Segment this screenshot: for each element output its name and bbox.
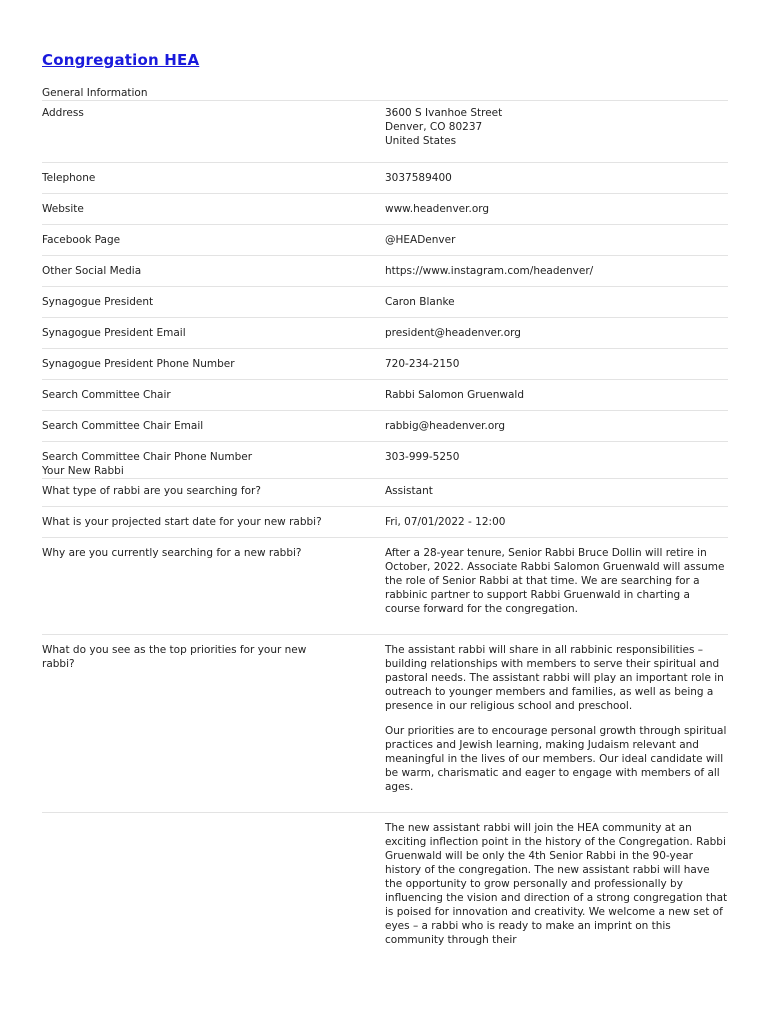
field-value-line: 3600 S Ivanhoe Street — [385, 107, 503, 119]
answer-paragraph: The assistant rabbi will share in all rabbinic responsibilities – building relationships with members to serve their spiritual and pastoral needs. The assistant rabbi will play an important role in outreach to younger members and families, as well as being a presence in our religious school and preschool. — [385, 644, 724, 712]
field-label: Facebook Page — [42, 234, 121, 246]
field-value-line: Denver, CO 80237 — [385, 121, 483, 133]
new-rabbi-table — [42, 478, 728, 947]
answer-paragraph: Fri, 07/01/2022 - 12:00 — [385, 516, 506, 528]
general-info-table — [42, 100, 728, 464]
field-value-line: rabbig@headenver.org — [385, 420, 506, 432]
rabbi-row-why-are-you-currently-searching-for-a-ne — [42, 538, 728, 634]
info-row-synagogue-president-phone-number — [42, 349, 728, 379]
answer-paragraph: The new assistant rabbi will join the HEA community at an exciting inflection point in the history of the Congregation. Rabbi Gruenwald will be only the 4th Senior Rabbi in the 90-year history of the congregation. The new assistant rabbi will have the opportunity to grow personally and professionally by influencing the vision and direction of a strong congregation that is poised for innovation and creativity. We welcome a new set of eyes – a rabbi who is ready to make an imprint on this community through their — [385, 822, 728, 946]
field-value-line: 720-234-2150 — [385, 358, 460, 370]
question-label: What do you see as the top priorities for your new rabbi? — [42, 644, 307, 670]
field-label: Search Committee Chair Email — [42, 420, 204, 432]
answer-paragraph: Our priorities are to encourage personal growth through spiritual practices and Jewish learning, making Judaism relevant and meaningful in the lives of our members. Our ideal candidate will be warm, charismatic and eager to engage with members of all ages. — [385, 725, 727, 793]
field-value — [385, 388, 728, 402]
field-value-line: 3037589400 — [385, 172, 452, 184]
field-value-line: https://www.instagram.com/headenver/ — [385, 265, 594, 277]
field-value — [385, 202, 728, 216]
field-value — [385, 106, 728, 148]
question-label: What is your projected start date for your new rabbi? — [42, 516, 322, 528]
answer-paragraph: After a 28-year tenure, Senior Rabbi Bruce Dollin will retire in October, 2022. Associate Rabbi Salomon Gruenwald will assume the role of Senior Rabbi at that time. We are searching for a rabbinic partner to support Rabbi Gruenwald in charting a course forward for the congregation. — [385, 547, 725, 615]
field-value — [385, 450, 728, 464]
field-value-line: www.headenver.org — [385, 203, 490, 215]
field-value — [385, 264, 728, 278]
question-label: Why are you currently searching for a new rabbi? — [42, 547, 302, 559]
document-body — [42, 86, 728, 947]
answer-value — [385, 546, 728, 616]
question-label — [42, 821, 385, 947]
field-label: Search Committee Chair Phone Number — [42, 451, 253, 463]
answer-value — [385, 643, 728, 794]
answer-paragraph: Assistant — [385, 485, 433, 497]
rabbi-row-what-do-you-see-as-the-top-priorities-fo — [42, 635, 728, 812]
field-label: Telephone — [42, 172, 96, 184]
info-row-search-committee-chair — [42, 380, 728, 410]
field-label: Address — [42, 107, 84, 119]
info-row-facebook-page — [42, 225, 728, 255]
info-row-search-committee-chair-email — [42, 411, 728, 441]
section-heading-general: General Information — [42, 87, 148, 99]
field-value-line: United States — [385, 135, 457, 147]
field-label: Synagogue President Phone Number — [42, 358, 235, 370]
answer-value — [385, 515, 728, 529]
field-value-line: Caron Blanke — [385, 296, 455, 308]
field-label: Other Social Media — [42, 265, 142, 277]
info-row-address — [42, 101, 728, 162]
field-label: Synagogue President — [42, 296, 154, 308]
info-row-synagogue-president-email — [42, 318, 728, 348]
field-value-line: @HEADenver — [385, 234, 456, 246]
field-label: Search Committee Chair — [42, 389, 171, 401]
rabbi-row-continued — [42, 813, 728, 947]
info-row-website — [42, 194, 728, 224]
field-value-line: president@headenver.org — [385, 327, 521, 339]
answer-value — [385, 821, 728, 947]
field-label: Website — [42, 203, 84, 215]
section-heading-rabbi: Your New Rabbi — [42, 465, 124, 477]
field-value-line: Rabbi Salomon Gruenwald — [385, 389, 524, 401]
field-value — [385, 233, 728, 247]
page-title[interactable]: Congregation HEA — [42, 51, 200, 69]
field-value — [385, 295, 728, 309]
info-row-other-social-media — [42, 256, 728, 286]
info-row-synagogue-president — [42, 287, 728, 317]
rabbi-row-what-type-of-rabbi-are-you-searching-for — [42, 479, 728, 506]
rabbi-row-what-is-your-projected-start-date-for-yo — [42, 507, 728, 537]
field-label: Synagogue President Email — [42, 327, 186, 339]
question-label: What type of rabbi are you searching for? — [42, 485, 261, 497]
field-value — [385, 171, 728, 185]
field-value — [385, 419, 728, 433]
info-row-telephone — [42, 163, 728, 193]
field-value — [385, 326, 728, 340]
field-value — [385, 357, 728, 371]
field-value-line: 303-999-5250 — [385, 451, 460, 463]
info-row-search-committee-chair-phone-number — [42, 442, 728, 464]
answer-value — [385, 484, 728, 498]
